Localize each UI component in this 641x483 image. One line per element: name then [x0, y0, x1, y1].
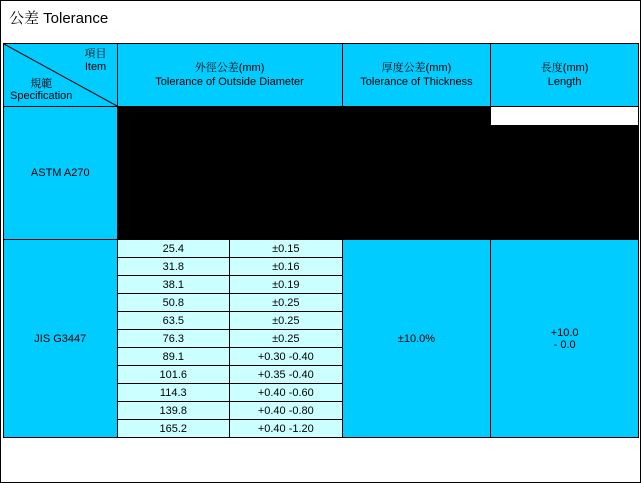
astm-od-size: [117, 221, 230, 240]
jis-od-tol: +0.40 -0.60: [230, 384, 343, 402]
table-header-row: [4, 44, 639, 107]
header-thickness: [342, 44, 491, 107]
jis-od-size: 114.3: [117, 384, 230, 402]
header-thk-cn: 厚度公差(mm): [381, 61, 452, 74]
jis-od-size: 76.3: [117, 330, 230, 348]
jis-od-size: 165.2: [117, 420, 230, 438]
header-len-cn: 長度(mm): [540, 61, 589, 74]
tolerance-table-container: [3, 43, 639, 438]
jis-od-tol: ±0.16: [230, 258, 343, 276]
jis-length-plus: +10.0: [550, 326, 579, 339]
astm-od-tol: [230, 221, 343, 240]
jis-od-tol: +0.30 -0.40: [230, 348, 343, 366]
header-spec-label-cn: 規範: [30, 77, 53, 90]
jis-od-size: 50.8: [117, 294, 230, 312]
jis-od-size: 63.5: [117, 312, 230, 330]
row-label-astm: ASTM A270: [4, 107, 118, 240]
jis-length: [491, 240, 639, 438]
jis-od-size: 101.6: [117, 366, 230, 384]
table-row: [4, 240, 639, 258]
jis-od-tol: +0.35 -0.40: [230, 366, 343, 384]
header-spec-label: [10, 78, 72, 103]
header-length: [491, 44, 639, 107]
header-item-label-en: Item: [84, 60, 107, 73]
jis-od-tol: ±0.19: [230, 276, 343, 294]
header-spec-item-cell: [4, 44, 118, 107]
header-od-en: Tolerance of Outside Diameter: [155, 76, 304, 88]
jis-od-tol: ±0.25: [230, 312, 343, 330]
header-item-label: [85, 48, 107, 73]
astm-length-0: [491, 107, 639, 126]
astm-od-size: [117, 107, 230, 126]
astm-thickness: [342, 107, 491, 240]
astm-length-3: [491, 164, 639, 202]
astm-od-tol: [230, 183, 343, 202]
jis-od-tol: ±0.25: [230, 330, 343, 348]
table-row: [4, 107, 639, 126]
astm-od-size: [117, 126, 230, 145]
jis-od-size: 31.8: [117, 258, 230, 276]
astm-od-tol: [230, 164, 343, 183]
jis-od-tol: ±0.15: [230, 240, 343, 258]
jis-od-size: 139.8: [117, 402, 230, 420]
header-item-label-cn: 項目: [84, 48, 107, 60]
header-len-en: Length: [547, 76, 582, 88]
astm-length-4: [491, 202, 639, 240]
astm-length-2: [491, 145, 639, 164]
page-title: 公差 Tolerance: [9, 10, 109, 27]
header-thk-en: Tolerance of Thickness: [360, 76, 473, 88]
astm-od-size: [117, 145, 230, 164]
astm-od-size: [117, 183, 230, 202]
astm-length-1: [491, 126, 639, 145]
row-label-jis: JIS G3447: [4, 240, 118, 438]
astm-od-tol: [230, 202, 343, 221]
astm-od-tol: [230, 107, 343, 126]
astm-od-tol: [230, 145, 343, 164]
jis-od-tol: ±0.25: [230, 294, 343, 312]
header-od-cn: 外徑公差(mm): [194, 61, 265, 74]
header-outside-diameter: [117, 44, 342, 107]
jis-od-tol: +0.40 -1.20: [230, 420, 343, 438]
astm-od-size: [117, 164, 230, 183]
tolerance-table: [3, 43, 639, 438]
jis-length-minus: - 0.0: [553, 338, 576, 351]
astm-od-size: [117, 202, 230, 221]
jis-od-size: 25.4: [117, 240, 230, 258]
header-spec-label-en: Specification: [10, 90, 73, 103]
astm-od-tol: [230, 126, 343, 145]
jis-od-size: 89.1: [117, 348, 230, 366]
jis-thickness: ±10.0%: [342, 240, 491, 438]
jis-od-tol: +0.40 -0.80: [230, 402, 343, 420]
jis-od-size: 38.1: [117, 276, 230, 294]
